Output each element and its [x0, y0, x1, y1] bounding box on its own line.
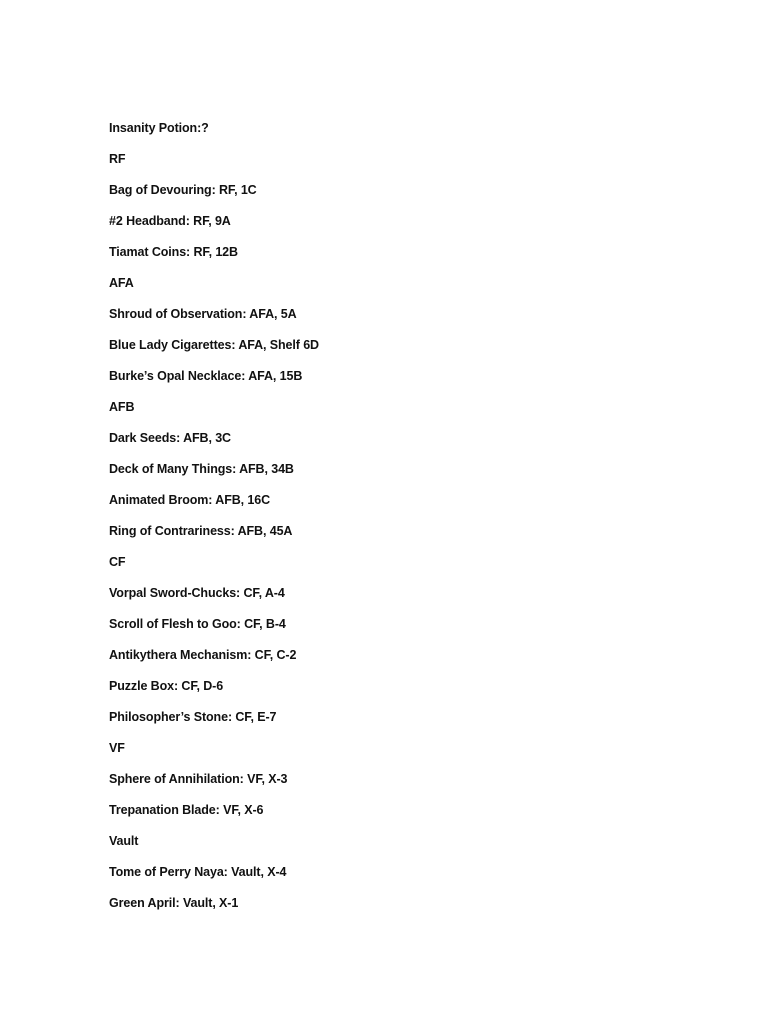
inventory-list — [109, 120, 319, 926]
document-line: Trepanation Blade: VF, X-6 — [109, 803, 264, 817]
section-heading: RF — [109, 152, 126, 166]
section-heading: Vault — [109, 834, 139, 848]
document-line: Insanity Potion:? — [109, 121, 209, 135]
document-line: #2 Headband: RF, 9A — [109, 214, 231, 228]
document-line: Green April: Vault, X-1 — [109, 896, 239, 910]
document-line: Ring of Contrariness: AFB, 45A — [109, 524, 293, 538]
section-heading: CF — [109, 555, 126, 569]
document-line: Dark Seeds: AFB, 3C — [109, 431, 231, 445]
section-heading: AFB — [109, 400, 135, 414]
document-line: Burke’s Opal Necklace: AFA, 15B — [109, 369, 303, 383]
document-line: Puzzle Box: CF, D-6 — [109, 679, 224, 693]
document-line: Tiamat Coins: RF, 12B — [109, 245, 238, 259]
document-line: Philosopher’s Stone: CF, E-7 — [109, 710, 277, 724]
section-heading: VF — [109, 741, 125, 755]
document-line: Deck of Many Things: AFB, 34B — [109, 462, 294, 476]
document-line: Tome of Perry Naya: Vault, X-4 — [109, 865, 287, 879]
section-heading: AFA — [109, 276, 134, 290]
document-line: Animated Broom: AFB, 16C — [109, 493, 271, 507]
document-line: Sphere of Annihilation: VF, X-3 — [109, 772, 288, 786]
document-line: Shroud of Observation: AFA, 5A — [109, 307, 297, 321]
document-line: Vorpal Sword-Chucks: CF, A-4 — [109, 586, 285, 600]
document-line: Antikythera Mechanism: CF, C-2 — [109, 648, 297, 662]
document-line: Bag of Devouring: RF, 1C — [109, 183, 257, 197]
document-line: Scroll of Flesh to Goo: CF, B-4 — [109, 617, 286, 631]
document-line: Blue Lady Cigarettes: AFA, Shelf 6D — [109, 338, 319, 352]
